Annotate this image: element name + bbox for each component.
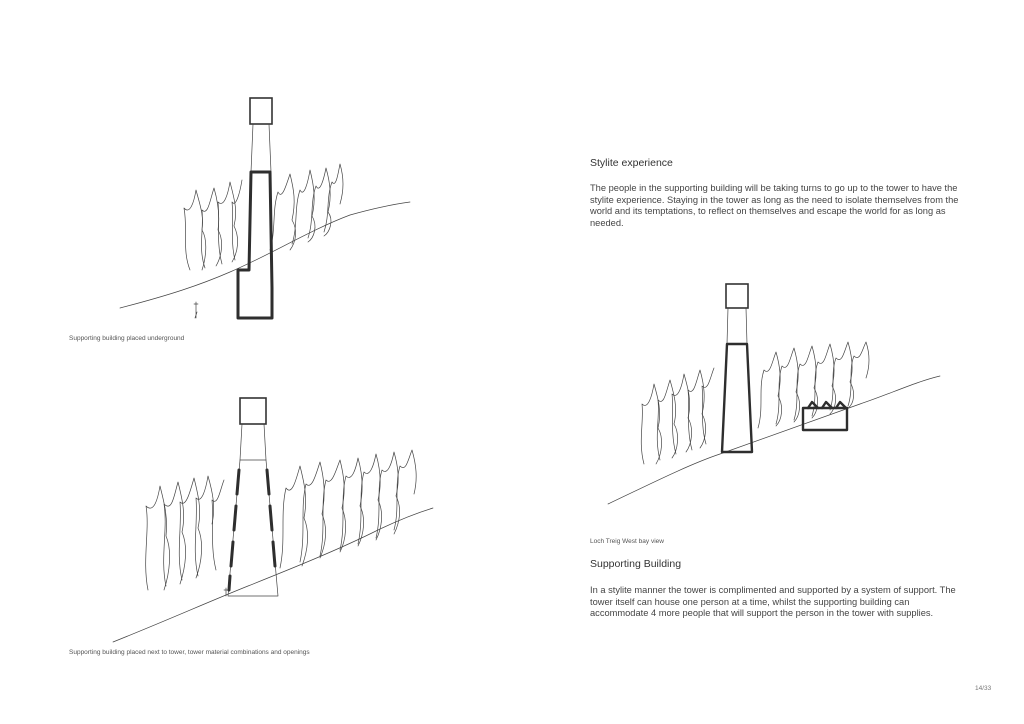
sketch-adjacent-building [108, 390, 438, 650]
caption-sketch-1: Supporting building placed underground [69, 335, 185, 342]
page-number: 14/33 [975, 685, 992, 692]
caption-sketch-3: Loch Treig West bay view [590, 538, 664, 545]
section-body-stylite-experience: The people in the supporting building will be taking turns to go up to the tower to have the stylite experience. Staying in the tower as long as the need to isolate themselves from the world and its temptations, to reflect on themselves and escape the world for as long as needed. [590, 183, 959, 228]
caption-sketch-2: Supporting building placed next to tower, tower material combinations and openings [69, 649, 310, 656]
section-title-supporting-building: Supporting Building [590, 558, 682, 570]
section-body-supporting-building: In a stylite manner the tower is complimented and supported by a system of support. The tower itself can house one person at a time, whilst the supporting building can accommodate 4 more people that will support the person in the tower with supplies. [590, 585, 956, 619]
section-title-stylite-experience: Stylite experience [590, 157, 673, 169]
sketch-loch-treig-view [600, 278, 945, 508]
sketch-underground-building [110, 90, 420, 330]
